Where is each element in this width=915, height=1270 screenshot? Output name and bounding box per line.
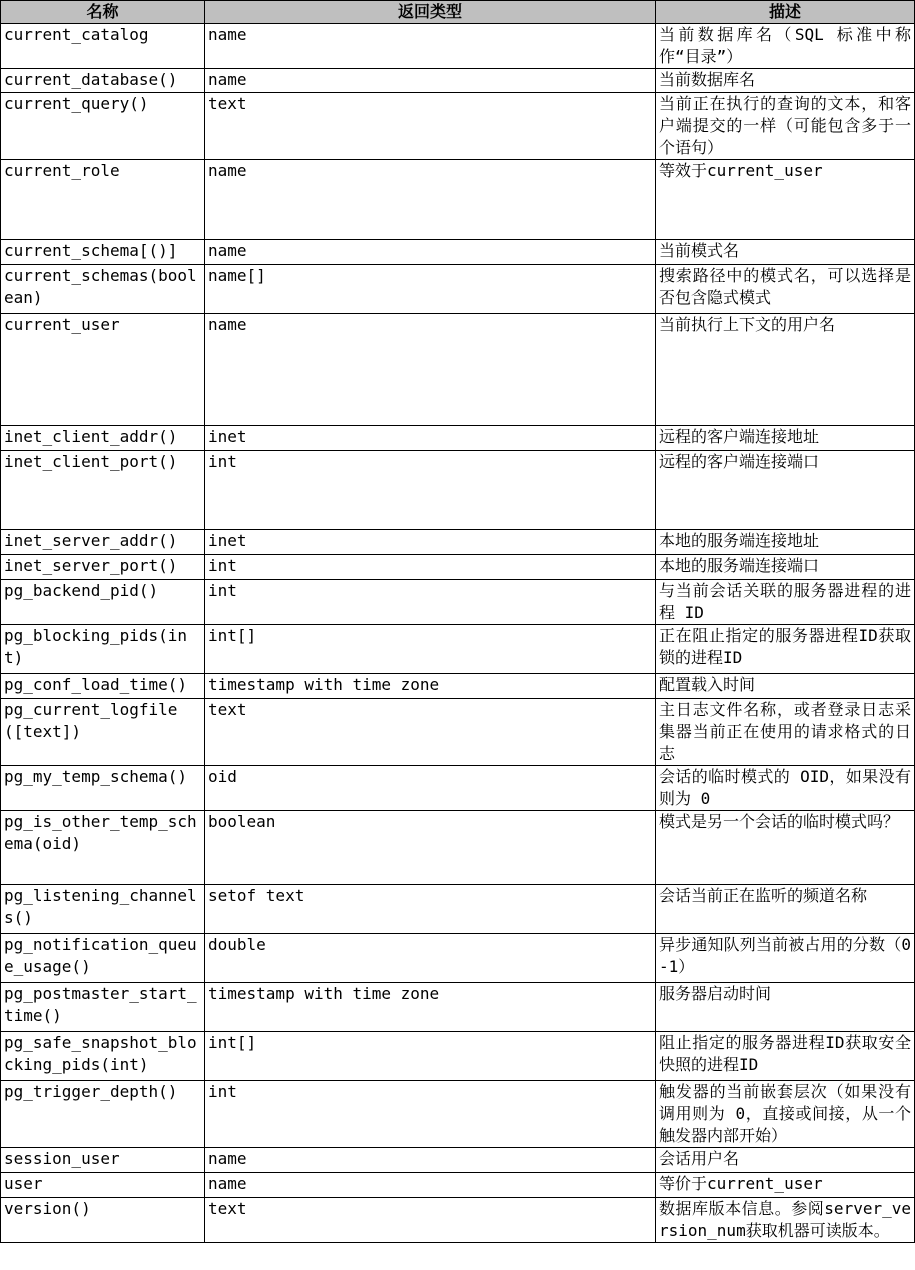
cell-description: 当前正在执行的查询的文本，和客户端提交的一样（可能包含多于一个语句） (656, 93, 915, 160)
cell-name: current_role (1, 160, 205, 240)
table-row (1, 1198, 915, 1243)
table-row (1, 699, 915, 766)
cell-name: pg_blocking_pids(int) (1, 625, 205, 674)
table-row (1, 240, 915, 265)
cell-description: 会话当前正在监听的频道名称 (656, 885, 915, 934)
cell-description: 阻止指定的服务器进程ID获取安全快照的进程ID (656, 1032, 915, 1081)
cell-name: pg_current_logfile([text]) (1, 699, 205, 766)
cell-return-type: name (205, 69, 656, 93)
cell-name: current_query() (1, 93, 205, 160)
table-row (1, 674, 915, 699)
table-row (1, 426, 915, 451)
table-row (1, 69, 915, 93)
cell-return-type: text (205, 699, 656, 766)
table-row (1, 1173, 915, 1198)
cell-description: 触发器的当前嵌套层次（如果没有调用则为 0，直接或间接，从一个触发器内部开始） (656, 1081, 915, 1148)
cell-name: current_schema[()] (1, 240, 205, 265)
cell-description: 模式是另一个会话的临时模式吗？ (656, 811, 915, 885)
cell-return-type: timestamp with time zone (205, 674, 656, 699)
header-name: 名称 (1, 1, 205, 24)
cell-return-type: int (205, 580, 656, 625)
cell-description: 数据库版本信息。参阅server_version_num获取机器可读版本。 (656, 1198, 915, 1243)
table-row (1, 811, 915, 885)
cell-name: pg_is_other_temp_schema(oid) (1, 811, 205, 885)
cell-return-type: inet (205, 530, 656, 555)
table-row (1, 934, 915, 983)
cell-description: 本地的服务端连接地址 (656, 530, 915, 555)
cell-description: 当前模式名 (656, 240, 915, 265)
cell-name: inet_server_addr() (1, 530, 205, 555)
cell-description: 会话的临时模式的 OID，如果没有则为 0 (656, 766, 915, 811)
cell-name: pg_backend_pid() (1, 580, 205, 625)
cell-name: inet_client_port() (1, 451, 205, 530)
cell-return-type: text (205, 1198, 656, 1243)
cell-name: pg_notification_queue_usage() (1, 934, 205, 983)
cell-description: 当前数据库名（SQL 标准中称作“目录”） (656, 24, 915, 69)
cell-return-type: setof text (205, 885, 656, 934)
cell-description: 远程的客户端连接端口 (656, 451, 915, 530)
table-row (1, 1032, 915, 1081)
table-row (1, 93, 915, 160)
cell-name: current_database() (1, 69, 205, 93)
cell-return-type: int[] (205, 625, 656, 674)
cell-description: 等价于current_user (656, 1173, 915, 1198)
cell-description: 异步通知队列当前被占用的分数（0-1） (656, 934, 915, 983)
table-row (1, 580, 915, 625)
cell-description: 正在阻止指定的服务器进程ID获取锁的进程ID (656, 625, 915, 674)
cell-return-type: int (205, 451, 656, 530)
cell-return-type: name (205, 1148, 656, 1173)
table-row (1, 24, 915, 69)
cell-name: current_user (1, 314, 205, 426)
cell-return-type: int (205, 1081, 656, 1148)
cell-description: 会话用户名 (656, 1148, 915, 1173)
cell-description: 与当前会话关联的服务器进程的进程 ID (656, 580, 915, 625)
cell-description: 当前执行上下文的用户名 (656, 314, 915, 426)
cell-return-type: name (205, 160, 656, 240)
cell-description: 主日志文件名称，或者登录日志采集器当前正在使用的请求格式的日志 (656, 699, 915, 766)
table-row (1, 555, 915, 580)
table-row (1, 766, 915, 811)
table-row (1, 314, 915, 426)
table-row (1, 530, 915, 555)
cell-description: 当前数据库名 (656, 69, 915, 93)
cell-description: 本地的服务端连接端口 (656, 555, 915, 580)
cell-return-type: name (205, 1173, 656, 1198)
cell-return-type: inet (205, 426, 656, 451)
cell-return-type: int (205, 555, 656, 580)
cell-return-type: int[] (205, 1032, 656, 1081)
cell-description: 搜索路径中的模式名，可以选择是否包含隐式模式 (656, 265, 915, 314)
cell-name: pg_postmaster_start_time() (1, 983, 205, 1032)
cell-return-type: boolean (205, 811, 656, 885)
table-row (1, 265, 915, 314)
cell-return-type: name (205, 240, 656, 265)
header-row (1, 1, 915, 24)
cell-name: pg_conf_load_time() (1, 674, 205, 699)
cell-name: pg_safe_snapshot_blocking_pids(int) (1, 1032, 205, 1081)
cell-name: pg_my_temp_schema() (1, 766, 205, 811)
cell-name: current_catalog (1, 24, 205, 69)
cell-name: pg_trigger_depth() (1, 1081, 205, 1148)
cell-description: 配置载入时间 (656, 674, 915, 699)
cell-return-type: name[] (205, 265, 656, 314)
header-return-type: 返回类型 (205, 1, 656, 24)
cell-return-type: oid (205, 766, 656, 811)
cell-return-type: double (205, 934, 656, 983)
table-row (1, 885, 915, 934)
cell-name: session_user (1, 1148, 205, 1173)
cell-return-type: timestamp with time zone (205, 983, 656, 1032)
cell-name: version() (1, 1198, 205, 1243)
cell-return-type: name (205, 314, 656, 426)
cell-name: user (1, 1173, 205, 1198)
cell-name: inet_server_port() (1, 555, 205, 580)
cell-return-type: name (205, 24, 656, 69)
cell-description: 远程的客户端连接地址 (656, 426, 915, 451)
table-row (1, 983, 915, 1032)
cell-description: 服务器启动时间 (656, 983, 915, 1032)
table-row (1, 160, 915, 240)
header-description: 描述 (656, 1, 915, 24)
cell-description: 等效于current_user (656, 160, 915, 240)
table-row (1, 451, 915, 530)
cell-return-type: text (205, 93, 656, 160)
cell-name: inet_client_addr() (1, 426, 205, 451)
table-row (1, 625, 915, 674)
table-row (1, 1148, 915, 1173)
table-row (1, 1081, 915, 1148)
cell-name: current_schemas(boolean) (1, 265, 205, 314)
cell-name: pg_listening_channels() (1, 885, 205, 934)
